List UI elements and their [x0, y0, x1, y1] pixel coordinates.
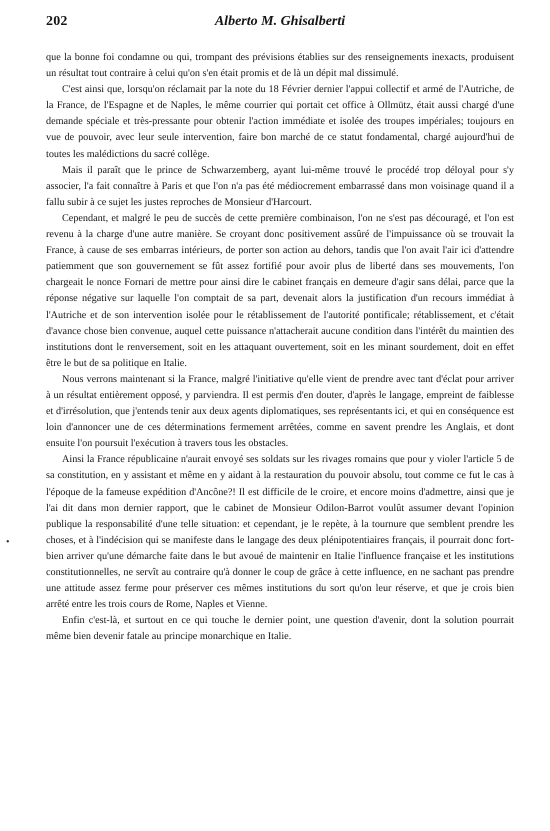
margin-mark: • [6, 537, 10, 548]
paragraph: Mais il paraît que le prince de Schwarzemberg, ayant lui-même trouvé le procédé trop déloyal pour s'y associer, l'a fait connaître à Paris et que l'on n'a pas été médiocrement embarrassé dans mon voisinage quand il a fallu subir à ce sujet les justes reproches de Monsieur d'Harcourt. [46, 164, 514, 208]
page-body [46, 50, 514, 645]
paragraph: Ainsi la France républicaine n'aurait envoyé ses soldats sur les rivages romains que pour y violer l'article 5 de sa constitution, en y assistant et même en y aidant à la restauration du pouvoir absolu, tout comme ce fut le cas à l'époque de la fameuse expédition d'Ancône?! Il est difficile de le croire, et encore moins d'admettre, ainsi que je l'ai dit dans mon dernier rapport, que le cabinet de Monsieur Odilon-Barrot voulût assumer devant l'opinion publique la responsabilité d'une telle situation: et cependant, je le repète, à la tournure que semblent prendre les choses, et à l'indécision qui se manifeste dans le langage des deux plénipotentiaires français, il pourrait donc fort-bien arriver qu'une démarche faite dans le but avoué de maintenir en Italie l'influence française et les institutions constitutionnelles, ne servît au contraire qu'à donner le coup de grâce à cette influence, en ne sachant pas prendre une attitude assez ferme pour préserver ces mêmes institutions du sort qu'on leur réserve, et que je crois bien arrêté entre les trois cours de Rome, Naples et Vienne. [46, 454, 514, 611]
page-number: 202 [46, 14, 68, 29]
running-head: Alberto M. Ghisalberti [214, 14, 346, 29]
paragraph-continuation: que la bonne foi condamne ou qui, trompant des prévisions établies sur des renseignements inexacts, produisent un résultat tout contraire à celui qu'on s'en était promis et de là un dépit mal dissimulé. [46, 52, 514, 80]
paragraph: Cependant, et malgré le peu de succès de cette première combinaison, l'on ne s'est pas découragé, et l'on est revenu à la charge d'une autre manière. Se croyant donc positivement assûré de l'impuissance où se trouvait la France, à cause de ses embarras intérieurs, de porter son action au dehors, tandis que l'on avait l'air ici d'attendre patiemment que son gouvernement se fût assez fortifié pour avoir plus de liberté dans ses mouvements, l'on chargeait le nonce Fornari de mettre pour ainsi dire le cabinet français en demeure d'agir sans délai, parce que la réponse négative sur laquelle l'on comptait de sa part, devenait alors la justification d'un recours immédiat à l'Autriche et de son intervention isolée pour le rétablissement de l'autorité pontificale; rétablissement, et c'était d'avance chose bien convenue, auquel cette puissance n'attacherait aucune condition dans l'intérêt du maintien des institutions dont le renversement, soit en les attaquant ouvertement, soit en les minant sourdement, doit en effet être le but de sa politique en Italie. [46, 212, 514, 369]
paragraph: C'est ainsi que, lorsqu'on réclamait par la note du 18 Février dernier l'appui collectif et armé de l'Autriche, de la France, de l'Espagne et de Naples, le même courrier qui portait cet office à Ollmütz, était aussi chargé d'une demande spéciale et très-pressante pour obtenir l'action immédiate et isolée des troupes impériales; toujours en vue de pouvoir, avec leur seule intervention, faire bon marché de ce statut fondamental, chargé aujourd'hui de toutes les malédictions du sacré collège. [46, 84, 514, 160]
paragraph: Nous verrons maintenant si la France, malgré l'initiative qu'elle vient de prendre avec tant d'éclat pour arriver à un résultat entièrement opposé, y parviendra. Il est permis d'en douter, d'après le langage, empreint de faiblesse et d'irrésolution, que j'entends tenir aux deux agents diplomatiques, ses représentants ici, et qui en conséquence est loin d'annoncer une de ces déterminations fermement arrêtées, comme en savent prendre les Anglais, et dont ensuite l'on poursuit l'exécution à travers tous les obstacles. [46, 373, 514, 450]
page-header [46, 14, 514, 40]
document-page [46, 14, 514, 814]
paragraph: Enfin c'est-là, et surtout en ce qui touche le dernier point, une question d'avenir, dont la solution pourrait même bien devenir fatale au principe monarchique en Italie. [46, 615, 514, 643]
